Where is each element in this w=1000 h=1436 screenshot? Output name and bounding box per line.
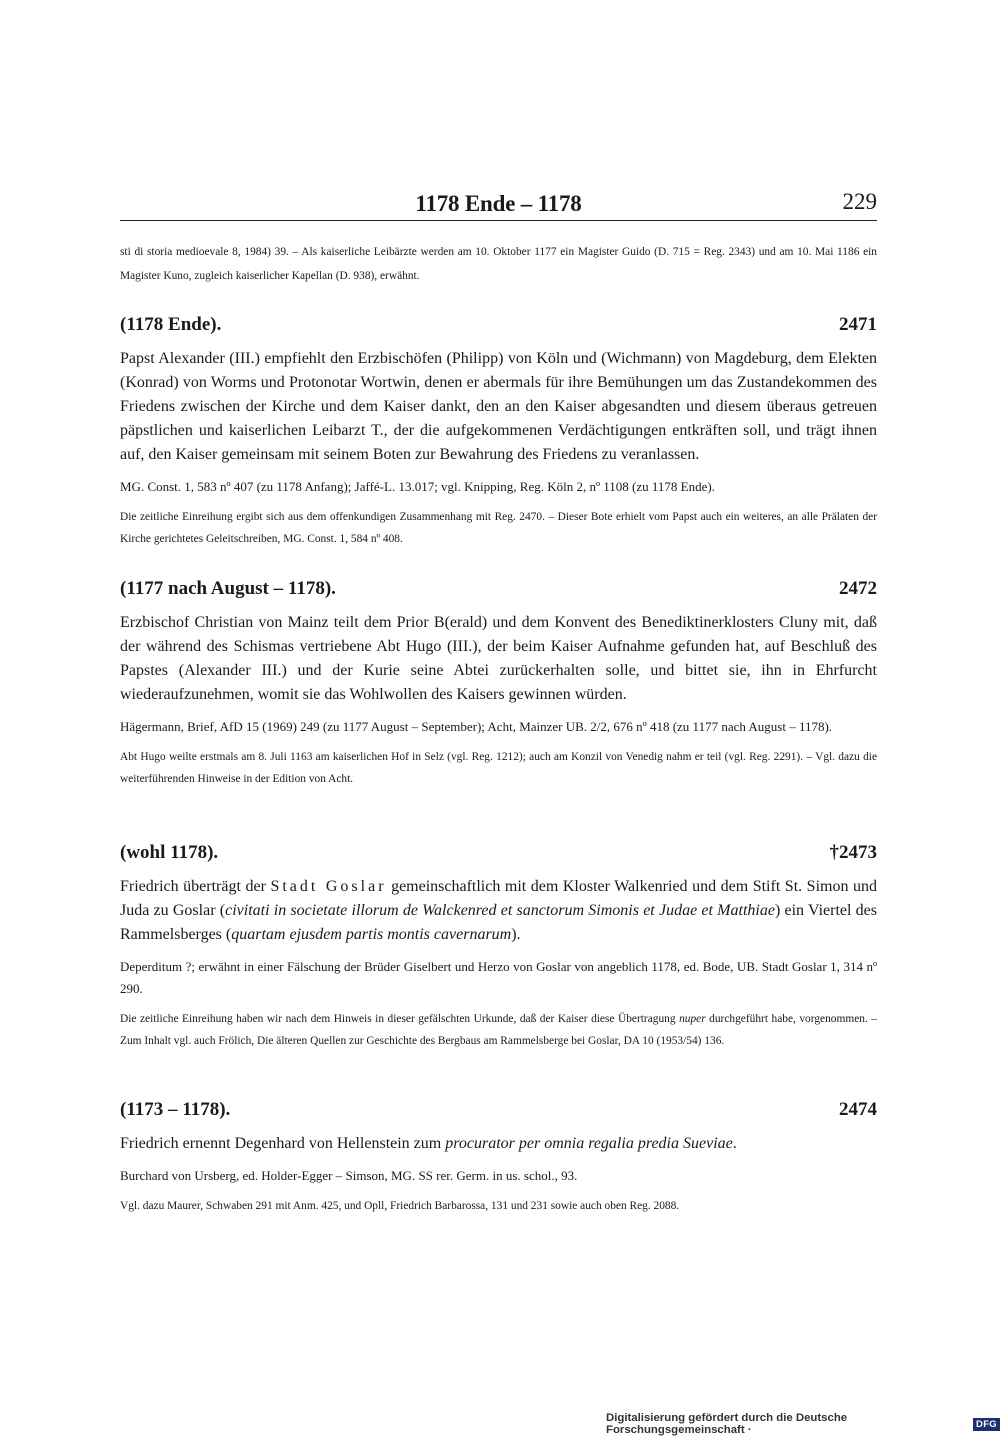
entry-number: 2471 — [839, 314, 877, 335]
regest-text-part: . — [732, 1135, 737, 1152]
regest-text — [120, 1132, 877, 1156]
regest-text-part: Friedrich überträgt der — [120, 878, 271, 895]
regest-text-part: gemeinschaftlich mit dem Kloster Walkenried und dem Stift St. Simon und Juda zu Goslar ( — [120, 878, 878, 919]
latin-quotation: procurator per omnia regalia predia Sueviae — [445, 1135, 733, 1152]
dfg-logo: DFG — [973, 1418, 1000, 1431]
commentary-note: Die zeitliche Einreihung ergibt sich aus dem offenkundigen Zusammenhang mit Reg. 2470. – Dieser Bote erhielt vom Papst auch ein weiteres, an alle Prälaten der Kirche gerichtetes Geleitschreiben, MG. Const. 1, 584 nº 408. — [120, 511, 877, 545]
commentary-part: Die zeitliche Einreihung haben wir nach dem Hinweis in dieser gefälschten Urkunde, daß der Kaiser diese Übertragung — [120, 1013, 680, 1025]
running-title: 1178 Ende – 1178 — [415, 191, 582, 216]
source-references: MG. Const. 1, 583 nº 407 (zu 1178 Anfang); Jaffé-L. 13.017; vgl. Knipping, Reg. Köln 2, nº 1108 (zu 1178 Ende). — [120, 479, 715, 494]
entry-number: †2473 — [829, 842, 877, 863]
latin-term: nuper — [679, 1013, 706, 1025]
regest-text: Erzbischof Christian von Mainz teilt dem Prior B(erald) und dem Konvent des Benediktinerklosters Cluny mit, daß der während des Schismas vertriebene Abt Hugo (III.), der beim Kaiser Aufnahme gefunden hat, auf Beschluß des Papstes (Alexander III.) und der Kurie seine Abtei zurückerhalten solle, und bittet sie, ihn in Ehrfurcht wiederaufzunehmen, womit sie das Wohlwollen des Kaisers gewinnen würden. — [120, 614, 877, 703]
entry-date: (1177 nach August – 1178). — [120, 578, 336, 599]
regest-entry-2472 — [120, 578, 877, 790]
source-references: Burchard von Ursberg, ed. Holder-Egger – Simson, MG. SS rer. Germ. in us. schol., 93. — [120, 1168, 578, 1183]
regest-entry-2474 — [120, 1099, 877, 1217]
commentary-note: Abt Hugo weilte erstmals am 8. Juli 1163 am kaiserlichen Hof in Selz (vgl. Reg. 1212); auch am Konzil von Venedig nahm er teil (vgl. Reg. 2291). – Vgl. dazu die weiterführenden Hinweise in der Edition von Acht. — [120, 751, 877, 785]
entry-date: (1178 Ende). — [120, 314, 222, 335]
latin-quotation: quartam ejusdem partis montis cavernarum — [231, 926, 512, 943]
commentary-note — [120, 1008, 877, 1052]
regest-text-part: Friedrich ernennt Degenhard von Hellenstein zum — [120, 1135, 446, 1152]
credit-text: Digitalisierung gefördert durch die Deutsche Forschungsgemeinschaft · — [606, 1412, 848, 1436]
entry-date: (wohl 1178). — [120, 842, 219, 863]
entry-date: (1173 – 1178). — [120, 1099, 231, 1120]
regest-text: Papst Alexander (III.) empfiehlt den Erzbischöfen (Philipp) von Köln und (Wichmann) von Magdeburg, dem Elekten (Konrad) von Worms und Protonotar Wortwin, denen er abermals für ihre Bemühungen um das Zustandekommen des Friedens zwischen der Kirche und dem Kaiser dankt, den an den Kaiser abgesandten und diesem überaus getreuen päpstlichen und kaiserlichen Leibarzt T., der die aufgekommenen Verdächtigungen entkräften soll, und trägt ihnen auf, den Kaiser gemeinsam mit seinem Boten zur Bewahrung des Friedens zu veranlassen. — [120, 350, 877, 463]
page-header — [120, 188, 877, 221]
commentary-part: durchgeführt habe, vorgenommen. – Zum Inhalt vgl. auch Frölich, Die älteren Quellen zur Geschichte des Bergbaus am Rammelsberge bei Goslar, DA 10 (1953/54) 136. — [120, 1013, 878, 1047]
entry-heading — [120, 1099, 877, 1121]
regest-entry-2473 — [120, 842, 877, 1052]
entry-heading — [120, 314, 877, 336]
spaced-name: Stadt Goslar — [270, 878, 387, 895]
entry-heading — [120, 842, 877, 864]
regest-text — [120, 875, 877, 947]
entry-number: 2474 — [839, 1099, 877, 1120]
entry-heading — [120, 578, 877, 600]
source-references: Hägermann, Brief, AfD 15 (1969) 249 (zu 1177 August – September); Acht, Mainzer UB. 2/2, 676 nº 418 (zu 1177 nach August – 1178). — [120, 719, 833, 734]
continued-footnote: sti di storia medioevale 8, 1984) 39. – Als kaiserliche Leibärzte werden am 10. Oktober 1177 ein Magister Guido (D. 715 = Reg. 2343) und am 10. Mai 1186 ein Magister Kuno, zugleich kaiserlicher Kapellan (D. 938), erwähnt. — [120, 246, 877, 282]
regest-text-part: ) ein Viertel des Rammelsberges ( — [120, 902, 878, 943]
page-number: 229 — [842, 189, 877, 214]
entry-number: 2472 — [839, 578, 877, 599]
source-references: Deperditum ?; erwähnt in einer Fälschung der Brüder Giselbert und Herzo von Goslar von angeblich 1178, ed. Bode, UB. Stadt Goslar 1, 314 nº 290. — [120, 959, 877, 996]
commentary-note: Vgl. dazu Maurer, Schwaben 291 mit Anm. 425, und Opll, Friedrich Barbarossa, 131 und 231 sowie auch oben Reg. 2088. — [120, 1200, 680, 1212]
regest-text-part: ). — [511, 926, 521, 943]
digitization-credit — [606, 1412, 1000, 1436]
latin-quotation: civitati in societate illorum de Walckenred et sanctorum Simonis et Judae et Matthiae — [225, 902, 775, 919]
regest-entry-2471 — [120, 314, 877, 550]
